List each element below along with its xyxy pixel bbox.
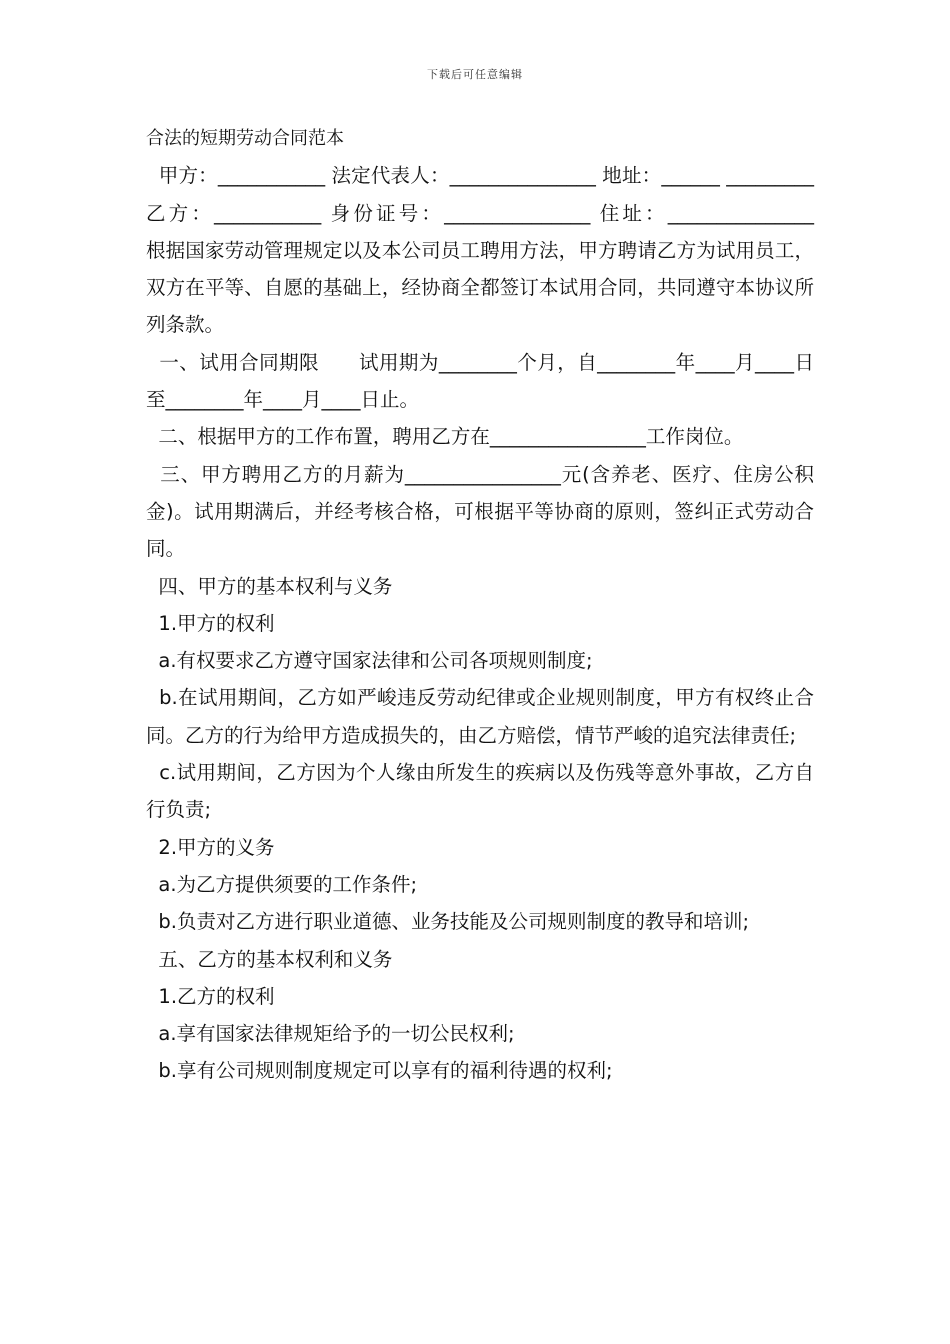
page-header-note: 下载后可任意编辑: [427, 68, 523, 81]
document-body: [146, 120, 858, 1090]
section-heading-party-b: 五、乙方的基本权利和义务: [146, 947, 393, 971]
paragraph-term: 一、试用合同期限 试用期为________个月，自________年____月____日至________年____月____日止。: [146, 350, 814, 412]
list-item: b.享有公司规则制度规定可以享有的福利待遇的权利;: [146, 1059, 613, 1083]
list-item: b.负责对乙方进行职业道德、业务技能及公司规则制度的教导和培训;: [146, 910, 750, 934]
list-item: a.为乙方提供须要的工作条件;: [146, 872, 418, 896]
list-item: c.试用期间，乙方因为个人缘由所发生的疾病以及伤残等意外事故，乙方自行负责;: [146, 761, 814, 822]
paragraph-position: 二、根据甲方的工作布置，聘用乙方在________________工作岗位。: [146, 425, 744, 449]
paragraph-salary: 三、甲方聘用乙方的月薪为________________元(含养老、医疗、住房公积金)。试用期满后，并经考核合格，可根据平等协商的原则，签纠正式劳动合同。: [146, 462, 815, 561]
paragraph-parties: 甲方：___________ 法定代表人：_______________ 地址：______ _________ 乙方：___________ 身份证号：_______________ 住址：_______________ 根据国家劳动管理规定以及本公司员工聘用方法，甲方聘请乙方为试用员工，双方在平等、自愿的基础上，经协商全都签订本试用合同，共同遵守本协议所列条款。: [146, 164, 858, 337]
list-item: b.在试用期间，乙方如严峻违反劳动纪律或企业规则制度，甲方有权终止合同。乙方的行为给甲方造成损失的，由乙方赔偿，情节严峻的追究法律责任;: [146, 686, 814, 747]
subheading-party-b-rights: 1.乙方的权利: [146, 984, 275, 1008]
section-heading-party-a: 四、甲方的基本权利与义务: [146, 574, 393, 598]
subheading-party-a-rights: 1.甲方的权利: [146, 611, 275, 635]
list-item: a.享有国家法律规矩给予的一切公民权利;: [146, 1022, 515, 1046]
subheading-party-a-duties: 2.甲方的义务: [146, 835, 275, 859]
document-title: 合法的短期劳动合同范本: [146, 128, 344, 149]
list-item: a.有权要求乙方遵守国家法律和公司各项规则制度;: [146, 649, 593, 673]
